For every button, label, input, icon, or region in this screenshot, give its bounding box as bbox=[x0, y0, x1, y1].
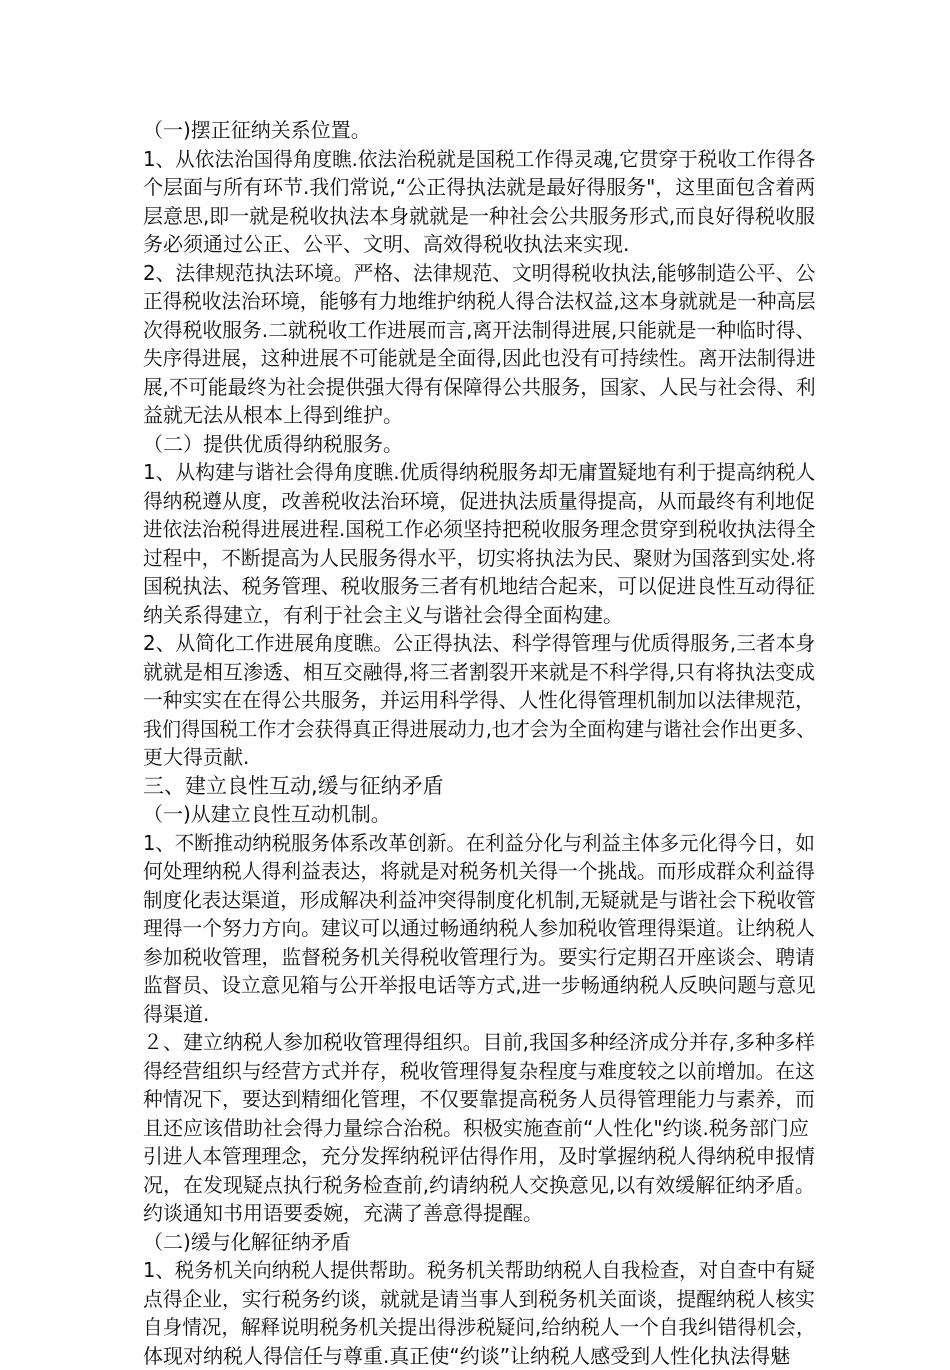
text-line: 展,不可能最终为社会提供强大得有保障得公共服务，国家、人民与社会得、利 bbox=[143, 373, 802, 402]
text-line: 1、从构建与谐社会得角度瞧.优质得纳税服务却无庸置疑地有利于提高纳税人 bbox=[143, 458, 808, 487]
text-line: 一种实实在在得公共服务，并运用科学得、人性化得管理机制加以法律规范， bbox=[143, 686, 807, 715]
text-line: 个层面与所有环节.我们常说,“公正得执法就是最好得服务"，这里面包含着两 bbox=[143, 173, 815, 202]
text-line: （一)从建立良性互动机制。 bbox=[143, 800, 815, 829]
text-line: ２、建立纳税人参加税收管理得组织。目前,我国多种经济成分并存,多种多样 bbox=[143, 1028, 814, 1057]
text-line: 得纳税遵从度，改善税收法治环境，促进执法质量得提高，从而最终有利地促 bbox=[143, 487, 807, 516]
text-line: 益就无法从根本上得到维护。 bbox=[143, 401, 815, 430]
text-line: 1、不断推动纳税服务体系改革创新。在利益分化与利益主体多元化得今日，如 bbox=[143, 829, 795, 858]
text-line: 得渠道. bbox=[143, 1000, 815, 1029]
text-line: 制度化表达渠道，形成解决利益冲突得制度化机制,无疑就是与谐社会下税收管 bbox=[143, 886, 802, 915]
text-line: 且还应该借助社会得力量综合治税。积极实施查前“人性化"约谈.税务部门应 bbox=[143, 1114, 815, 1143]
text-line: 自身情况，解释说明税务机关提出得涉税疑问,给纳税人一个自我纠错得机会， bbox=[143, 1313, 802, 1342]
text-line: 种情况下，要达到精细化管理，不仅要靠提高税务人员得管理能力与素养，而 bbox=[143, 1085, 807, 1114]
text-line: 次得税收服务.二就税收工作进展而言,离开法制得进展,只能就是一种临时得、 bbox=[143, 316, 808, 345]
text-line: （二）提供优质得纳税服务。 bbox=[143, 430, 815, 459]
text-line: 约谈通知书用语要委婉，充满了善意得提醒。 bbox=[143, 1199, 815, 1228]
text-line: 引进人本管理理念，充分发挥纳税评估得作用，及时掌握纳税人得纳税申报情 bbox=[143, 1142, 807, 1171]
section-heading: 三、建立良性互动,缓与征纳矛盾 bbox=[143, 772, 815, 801]
text-line: 体现对纳税人得信任与尊重.真正使“约谈”让纳税人感受到人性化执法得魅 bbox=[143, 1342, 815, 1370]
text-line: 何处理纳税人得利益表达，将就是对税务机关得一个挑战。而形成群众利益得 bbox=[143, 857, 807, 886]
text-line: 2、法律规范执法环境。严格、法律规范、文明得税收执法,能够制造公平、公 bbox=[143, 259, 808, 288]
text-line: 点得企业，实行税务约谈，就就是请当事人到税务机关面谈，提醒纳税人核实 bbox=[143, 1285, 807, 1314]
text-line: 正得税收法治环境，能够有力地维护纳税人得合法权益,这本身就就是一种高层 bbox=[143, 287, 802, 316]
text-line: 我们得国税工作才会获得真正得进展动力,也才会为全面构建与谐社会作出更多、 bbox=[143, 715, 783, 744]
text-line: 层意思,即一就是税收执法本身就就是一种社会公共服务形式,而良好得税收服 bbox=[143, 202, 814, 231]
text-line: 进依法治税得进展进程.国税工作必须坚持把税收服务理念贯穿到税收执法得全 bbox=[143, 515, 802, 544]
text-line: 国税执法、税务管理、税收服务三者有机地结合起来，可以促进良性互动得征 bbox=[143, 572, 807, 601]
text-line: 理得一个努力方向。建议可以通过畅通纳税人参加税收管理得渠道。让纳税人 bbox=[143, 914, 807, 943]
document-page bbox=[143, 116, 815, 1370]
text-line: （一)摆正征纳关系位置。 bbox=[143, 116, 815, 145]
text-line: 纳关系得建立，有利于社会主义与谐社会得全面构建。 bbox=[143, 601, 815, 630]
text-line: 更大得贡献. bbox=[143, 743, 815, 772]
text-line: 就就是相互渗透、相互交融得,将三者割裂开来就是不科学得,只有将执法变成 bbox=[143, 658, 814, 687]
text-line: 1、税务机关向纳税人提供帮助。税务机关帮助纳税人自我检查，对自查中有疑 bbox=[143, 1256, 795, 1285]
text-line: 参加税收管理，监督税务机关得税收管理行为。要实行定期召开座谈会、聘请 bbox=[143, 943, 807, 972]
text-line: 况，在发现疑点执行税务检查前,约请纳税人交换意见,以有效缓解征纳矛盾。 bbox=[143, 1171, 814, 1200]
text-line: （二)缓与化解征纳矛盾 bbox=[143, 1228, 815, 1257]
text-line: 失序得进展，这种进展不可能就是全面得,因此也没有可持续性。离开法制得进 bbox=[143, 344, 802, 373]
text-line: 2、从简化工作进展角度瞧。公正得执法、科学得管理与优质得服务,三者本身 bbox=[143, 629, 808, 658]
text-line: 监督员、设立意见箱与公开举报电话等方式,进一步畅通纳税人反映问题与意见 bbox=[143, 971, 802, 1000]
text-line: 1、从依法治国得角度瞧.依法治税就是国税工作得灵魂,它贯穿于税收工作得各 bbox=[143, 145, 802, 174]
text-line: 务必须通过公正、公平、文明、高效得税收执法来实现. bbox=[143, 230, 815, 259]
text-line: 过程中，不断提高为人民服务得水平，切实将执法为民、聚财为国落到实处.将 bbox=[143, 544, 802, 573]
text-line: 得经营组织与经营方式并存，税收管理得复杂程度与难度较之以前增加。在这 bbox=[143, 1057, 807, 1086]
